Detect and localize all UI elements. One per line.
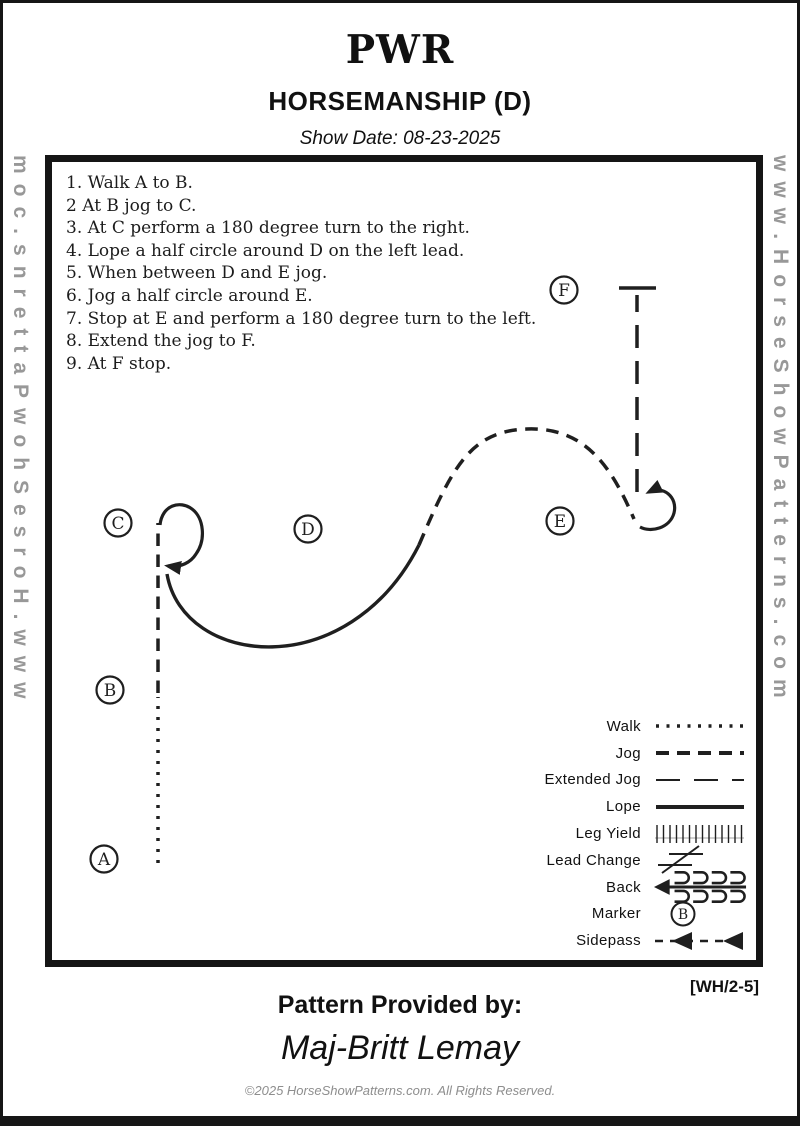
- page-title: PWR: [345, 27, 455, 73]
- instruction-step: 5. When between D and E jog.: [66, 263, 328, 284]
- legend-label: Extended Jog: [544, 771, 641, 789]
- legend-row-lope: [493, 793, 748, 820]
- sidepass-symbol: [653, 930, 748, 952]
- marker-b: [97, 677, 124, 704]
- legend-row-back: [493, 874, 748, 901]
- leg-yield-symbol: [653, 823, 748, 845]
- pattern-code: [WH/2-5]: [690, 977, 759, 996]
- marker-c: [105, 510, 132, 537]
- legend-label: Leg Yield: [575, 825, 641, 843]
- provided-by-label: Pattern Provided by:: [277, 991, 523, 1019]
- bottom-border-bar: [3, 1116, 797, 1126]
- legend-label: Lope: [606, 798, 641, 816]
- legend-row-walk: [493, 713, 748, 740]
- jog-half-circle-path: [419, 429, 634, 545]
- marker-f: [551, 277, 578, 304]
- legend-row-sidepass: [493, 927, 748, 954]
- instruction-step: 2 At B jog to C.: [66, 195, 197, 216]
- marker-a: [91, 846, 118, 873]
- turn-at-e-path: [640, 490, 675, 530]
- legend-label: Sidepass: [576, 932, 641, 950]
- legend-row-jog: [493, 740, 748, 767]
- turn-at-c-path: [160, 505, 202, 567]
- watermark-left: moc.snrettaPwohSesroH.www: [9, 155, 32, 709]
- lope-line-symbol: [653, 796, 748, 818]
- instruction-step: 8. Extend the jog to F.: [66, 331, 256, 352]
- marker-d: [295, 516, 322, 543]
- instruction-step: 6. Jog a half circle around E.: [66, 285, 313, 306]
- instruction-step: 7. Stop at E and perform a 180 degree turn to the left.: [66, 308, 537, 329]
- copyright-text: ©2025 HorseShowPatterns.com. All Rights Reserved.: [244, 1083, 556, 1098]
- walk-line-symbol: [653, 715, 748, 737]
- marker-letter: E: [553, 512, 567, 532]
- provider-name: Maj-Britt Lemay: [280, 1029, 520, 1067]
- marker-e: [547, 508, 574, 535]
- legend-marker-letter: B: [677, 906, 689, 923]
- instruction-step: 9. At F stop.: [66, 353, 172, 374]
- marker-letter: F: [558, 281, 570, 301]
- legend-label: Marker: [591, 905, 641, 923]
- legend-label: Jog: [615, 744, 641, 762]
- marker-letter: B: [103, 681, 117, 701]
- legend: [493, 713, 748, 954]
- legend-row-leg-yield: [493, 820, 748, 847]
- marker-symbol: [653, 901, 748, 927]
- page-subtitle: HORSEMANSHIP (D): [268, 86, 532, 116]
- lope-half-circle-path: [167, 545, 419, 647]
- show-date: Show Date: 08-23-2025: [299, 128, 501, 149]
- instruction-step: 3. At C perform a 180 degree turn to the right.: [66, 218, 470, 239]
- watermark-right: www.HorseShowPatterns.com: [769, 155, 792, 708]
- instruction-step: 1. Walk A to B.: [66, 173, 193, 193]
- jog-line-symbol: [653, 742, 748, 764]
- legend-label: Lead Change: [546, 851, 641, 869]
- marker-letter: D: [301, 520, 315, 540]
- legend-row-extended-jog: [493, 767, 748, 794]
- extended-jog-line-symbol: [653, 769, 748, 791]
- legend-label: Back: [606, 878, 641, 896]
- header: [3, 3, 797, 150]
- legend-label: Walk: [606, 717, 641, 735]
- legend-row-marker: [493, 901, 748, 928]
- instruction-step: 4. Lope a half circle around D on the left lead.: [66, 240, 465, 261]
- pattern-box: [45, 155, 763, 967]
- back-symbol: [653, 870, 748, 904]
- marker-letter: C: [111, 514, 125, 534]
- marker-letter: A: [97, 850, 111, 870]
